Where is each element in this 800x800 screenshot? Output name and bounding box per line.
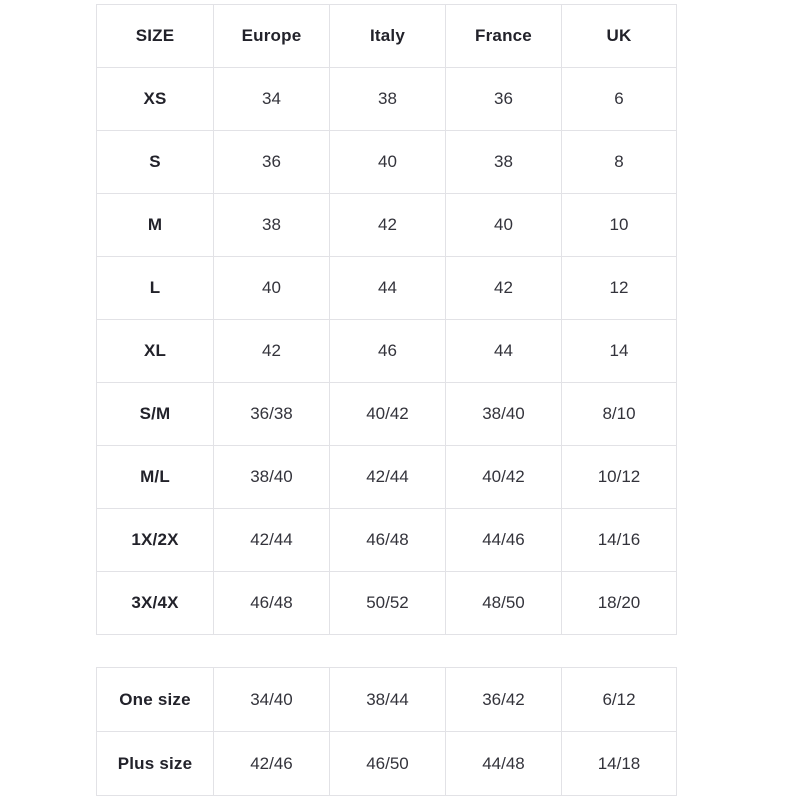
table-row xyxy=(97,509,677,572)
main-table-header xyxy=(97,5,677,68)
cell-europe: 42 xyxy=(214,320,330,383)
cell-uk: 14/18 xyxy=(562,732,677,796)
cell-uk: 6/12 xyxy=(562,668,677,732)
cell-uk: 12 xyxy=(562,257,677,320)
row-label: S xyxy=(97,131,214,194)
cell-france: 48/50 xyxy=(446,572,562,635)
table-row xyxy=(97,446,677,509)
cell-italy: 46/50 xyxy=(330,732,446,796)
table-row xyxy=(97,194,677,257)
cell-europe: 38/40 xyxy=(214,446,330,509)
table-header-row xyxy=(97,5,677,68)
row-label: L xyxy=(97,257,214,320)
cell-uk: 14 xyxy=(562,320,677,383)
table-row xyxy=(97,320,677,383)
cell-uk: 8/10 xyxy=(562,383,677,446)
cell-europe: 38 xyxy=(214,194,330,257)
cell-uk: 6 xyxy=(562,68,677,131)
table-row xyxy=(97,572,677,635)
cell-uk: 18/20 xyxy=(562,572,677,635)
cell-italy: 38 xyxy=(330,68,446,131)
cell-italy: 46/48 xyxy=(330,509,446,572)
main-size-table xyxy=(96,4,677,635)
cell-europe: 36/38 xyxy=(214,383,330,446)
column-header-size: SIZE xyxy=(97,5,214,68)
row-label: M xyxy=(97,194,214,257)
cell-europe: 34/40 xyxy=(214,668,330,732)
cell-italy: 44 xyxy=(330,257,446,320)
cell-france: 42 xyxy=(446,257,562,320)
table-row xyxy=(97,257,677,320)
row-label: 3X/4X xyxy=(97,572,214,635)
cell-france: 40/42 xyxy=(446,446,562,509)
cell-france: 44 xyxy=(446,320,562,383)
row-label: 1X/2X xyxy=(97,509,214,572)
row-label: XS xyxy=(97,68,214,131)
cell-france: 36/42 xyxy=(446,668,562,732)
row-label: S/M xyxy=(97,383,214,446)
cell-italy: 42/44 xyxy=(330,446,446,509)
cell-france: 44/48 xyxy=(446,732,562,796)
secondary-table-body xyxy=(97,668,677,796)
cell-europe: 36 xyxy=(214,131,330,194)
cell-italy: 38/44 xyxy=(330,668,446,732)
table-row xyxy=(97,131,677,194)
column-header-france: France xyxy=(446,5,562,68)
cell-italy: 46 xyxy=(330,320,446,383)
cell-uk: 14/16 xyxy=(562,509,677,572)
cell-france: 40 xyxy=(446,194,562,257)
column-header-uk: UK xyxy=(562,5,677,68)
cell-europe: 34 xyxy=(214,68,330,131)
cell-italy: 42 xyxy=(330,194,446,257)
cell-france: 38 xyxy=(446,131,562,194)
main-table-body xyxy=(97,68,677,635)
table-row xyxy=(97,732,677,796)
secondary-size-table xyxy=(96,667,677,796)
row-label: M/L xyxy=(97,446,214,509)
main-size-table-container xyxy=(96,4,676,635)
row-label: One size xyxy=(97,668,214,732)
cell-europe: 42/46 xyxy=(214,732,330,796)
cell-uk: 10/12 xyxy=(562,446,677,509)
cell-uk: 8 xyxy=(562,131,677,194)
cell-france: 44/46 xyxy=(446,509,562,572)
cell-europe: 46/48 xyxy=(214,572,330,635)
table-row xyxy=(97,383,677,446)
cell-europe: 40 xyxy=(214,257,330,320)
row-label: XL xyxy=(97,320,214,383)
column-header-italy: Italy xyxy=(330,5,446,68)
cell-italy: 40 xyxy=(330,131,446,194)
cell-italy: 50/52 xyxy=(330,572,446,635)
cell-italy: 40/42 xyxy=(330,383,446,446)
row-label: Plus size xyxy=(97,732,214,796)
table-row xyxy=(97,668,677,732)
secondary-size-table-container xyxy=(96,667,676,796)
cell-france: 38/40 xyxy=(446,383,562,446)
column-header-europe: Europe xyxy=(214,5,330,68)
table-row xyxy=(97,68,677,131)
cell-uk: 10 xyxy=(562,194,677,257)
cell-france: 36 xyxy=(446,68,562,131)
cell-europe: 42/44 xyxy=(214,509,330,572)
